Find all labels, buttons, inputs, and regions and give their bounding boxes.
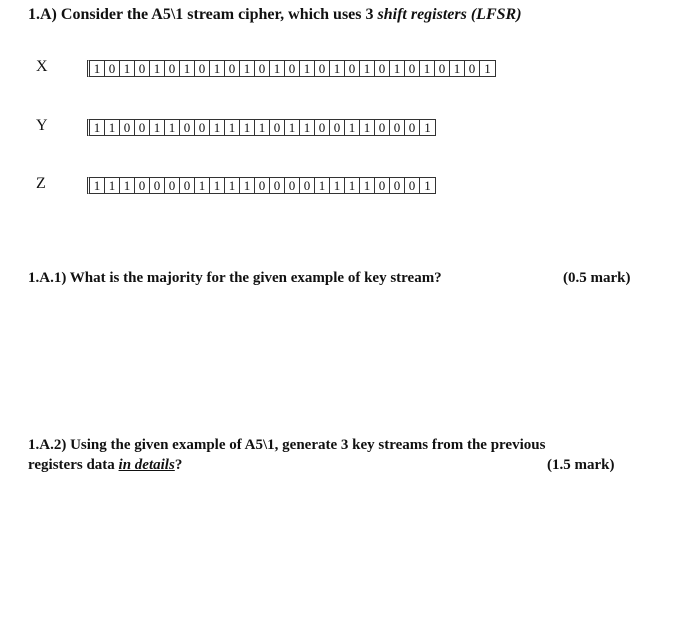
problem-title [28,6,522,24]
register-bit: 1 [105,178,120,193]
register-bit: 1 [300,120,315,135]
register-bit: 0 [105,61,120,76]
register-bit: 0 [300,178,315,193]
register-x-bits [87,60,496,77]
register-bit: 1 [240,178,255,193]
question-1a2-line1: 1.A.2) Using the given example of A5\1, generate 3 key streams from the previous [28,437,546,453]
question-1a2-mark: (1.5 mark) [547,457,615,473]
register-bit: 1 [330,178,345,193]
register-bit: 0 [285,61,300,76]
register-bit: 1 [90,61,105,76]
register-bit: 1 [424,120,431,135]
register-bit: 0 [315,120,330,135]
register-bit: 1 [195,178,210,193]
register-bit: 1 [345,120,360,135]
register-x-label: X [36,58,48,75]
register-bit: 1 [345,178,360,193]
register-bit: 0 [405,120,420,135]
register-bit: 0 [405,178,420,193]
register-bit: 1 [210,120,225,135]
register-bit: 0 [270,178,285,193]
question-1a1-mark: (0.5 mark) [563,270,631,286]
register-bit: 1 [240,61,255,76]
register-bit: 1 [105,120,120,135]
register-bit: 0 [135,178,150,193]
question-1a2-line2 [28,457,182,474]
register-bit: 1 [484,61,491,76]
register-bit: 1 [120,61,135,76]
register-bit: 1 [240,120,255,135]
register-bit: 0 [405,61,420,76]
register-bit: 0 [255,61,270,76]
register-bit: 0 [135,120,150,135]
register-bit: 0 [330,120,345,135]
register-bit: 1 [300,61,315,76]
register-bit: 0 [150,178,165,193]
register-bit: 0 [180,120,195,135]
register-bit: 0 [375,120,390,135]
register-bit: 0 [225,61,240,76]
register-bit: 0 [120,120,135,135]
register-bit: 1 [150,120,165,135]
register-bit: 1 [210,61,225,76]
register-bit: 0 [135,61,150,76]
register-z-label: Z [36,175,46,192]
register-bit: 1 [255,120,270,135]
register-bit: 1 [225,120,240,135]
register-bit: 1 [270,61,285,76]
register-bit: 1 [330,61,345,76]
register-z-bits [87,177,436,194]
register-bit: 1 [315,178,330,193]
register-bit: 1 [90,120,105,135]
register-bit: 0 [315,61,330,76]
title-text: 1.A) Consider the A5\1 stream cipher, which uses 3 [28,6,378,23]
register-y-bits [87,119,436,136]
register-bit: 0 [255,178,270,193]
register-bit: 0 [375,178,390,193]
register-bit: 1 [225,178,240,193]
question-1a1: 1.A.1) What is the majority for the given example of key stream? [28,270,442,286]
register-bit: 0 [270,120,285,135]
title-italic-text: shift registers (LFSR) [377,6,522,23]
register-bit: 0 [180,178,195,193]
register-bit: 0 [465,61,480,76]
register-bit: 1 [424,178,431,193]
question-1a2-line2-prefix: registers data [28,457,119,473]
register-bit: 1 [360,178,375,193]
register-bit: 1 [390,61,405,76]
register-bit: 0 [390,178,405,193]
register-bit: 0 [345,61,360,76]
register-y-label: Y [36,117,48,134]
register-bit: 1 [360,120,375,135]
register-bit: 1 [180,61,195,76]
register-bit: 1 [150,61,165,76]
register-bit: 1 [450,61,465,76]
register-bit: 1 [285,120,300,135]
register-bit: 0 [285,178,300,193]
question-1a2-emphasis: in details [118,457,175,473]
register-bit: 0 [435,61,450,76]
register-bit: 1 [360,61,375,76]
register-bit: 1 [210,178,225,193]
register-bit: 0 [390,120,405,135]
register-bit: 0 [195,120,210,135]
register-bit: 1 [420,61,435,76]
register-bit: 0 [165,178,180,193]
register-bit: 1 [165,120,180,135]
register-bit: 1 [90,178,105,193]
question-1a2-line2-suffix: ? [174,457,183,473]
register-bit: 0 [165,61,180,76]
register-bit: 0 [375,61,390,76]
register-bit: 0 [195,61,210,76]
register-bit: 1 [120,178,135,193]
